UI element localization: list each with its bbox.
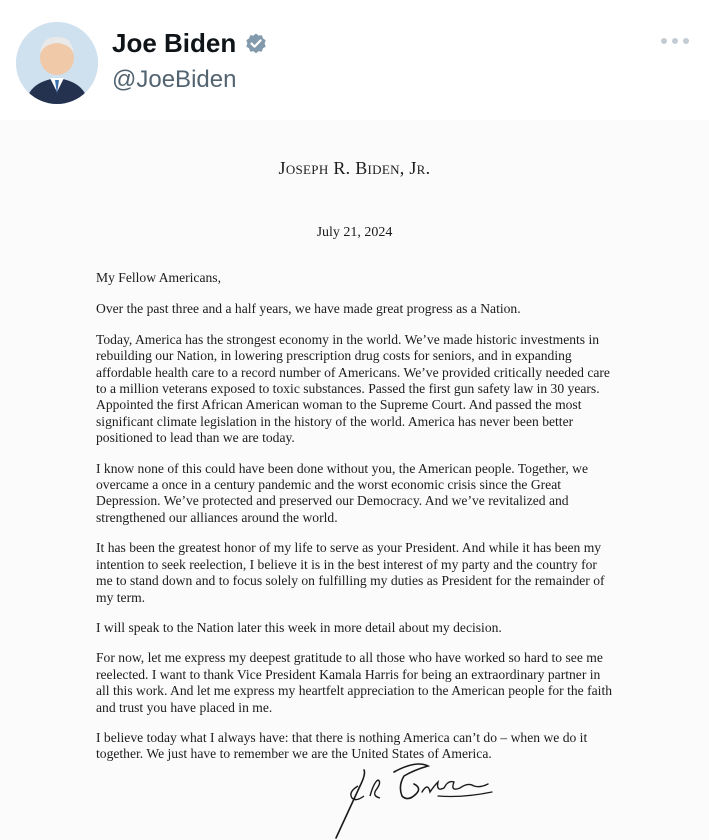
letter-paragraph: It has been the greatest honor of my life to serve as your President. And while it has been my intention to seek reelection, I believe it is in the best interest of my party and the country for me to stand down and to focus solely on fulfilling my duties as President for the remainder of my term. (96, 540, 605, 605)
letter-image[interactable] (0, 120, 709, 840)
signature (318, 752, 518, 840)
avatar[interactable] (16, 22, 98, 104)
author-name[interactable] (112, 28, 268, 59)
post-header (0, 0, 709, 120)
letter-paragraph: Today, America has the strongest economy in the world. We’ve made historic investments in rebuilding our Nation, in lowering prescription drug costs for seniors, and in expanding affordable health care to a record number of Americans. We’ve provided critically needed care to a million veterans exposed to toxic substances. Passed the first gun safety law in 30 years. Appointed the first African American woman to the Supreme Court. And passed the most significant climate legislation in the history of the world. America has never been better positioned to lead than we are today. (96, 331, 610, 446)
salutation: My Fellow Americans, (96, 270, 221, 285)
letter-paragraph: I will speak to the Nation later this week in more detail about my decision. (96, 619, 502, 635)
letter-date: July 21, 2024 (316, 225, 393, 240)
more-dot (672, 38, 678, 44)
author-name-text: Joe Biden (112, 28, 237, 58)
author-handle[interactable]: @JoeBiden (112, 66, 237, 93)
verified-badge-icon (244, 32, 268, 56)
letter-body (96, 270, 616, 777)
letter-paragraph: I know none of this could have been done without you, the American people. Together, we overcame a once in a century pandemic and the worst economic crisis since the Great Depression. We’ve protected and preserved our Democracy. And we’ve revitalized and strengthened our alliances around the world. (96, 460, 589, 525)
letterhead: Joseph R. Biden, Jr. (278, 158, 431, 178)
avatar-image (16, 22, 98, 104)
more-dot (661, 38, 667, 44)
more-dot (683, 38, 689, 44)
letter-paragraph: Over the past three and a half years, we have made great progress as a Nation. (96, 301, 521, 317)
letter-paragraph: I believe today what I always have: that there is nothing America can’t do – when we do it together. We just have to remember we are the United States of America. (96, 729, 588, 762)
letter-paragraph: For now, let me express my deepest gratitude to all those who have worked so hard to see me reelected. I want to thank Vice President Kamala Harris for being an extraordinary partner in all this work. And let me express my heartfelt appreciation to the American people for the faith and trust you have placed in me. (96, 650, 613, 715)
more-options-icon[interactable] (661, 38, 689, 44)
